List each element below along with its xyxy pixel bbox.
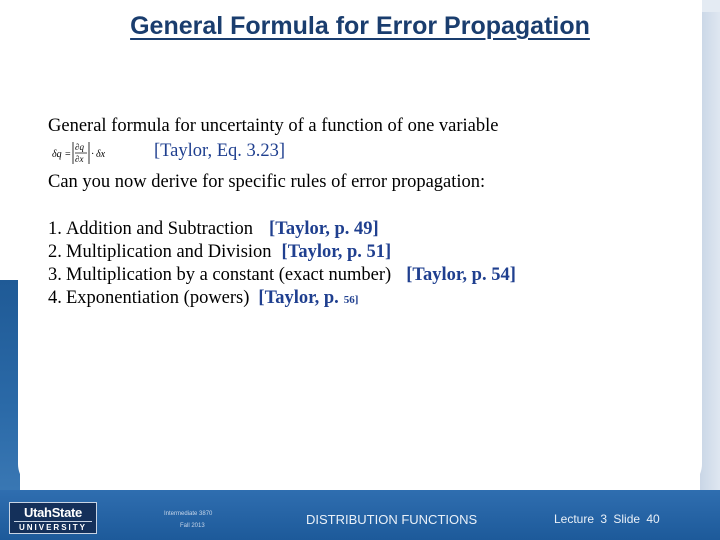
list-item [48, 242, 516, 265]
slide-title: General Formula for Error Propagation [130, 12, 590, 40]
rules-list [48, 219, 516, 311]
footer-title: DISTRIBUTION FUNCTIONS [306, 512, 478, 527]
svg-text:δx: δx [96, 149, 106, 160]
term-label: Fall 2013 [180, 523, 205, 529]
svg-text:∂q: ∂q [75, 142, 84, 152]
rule-text: Multiplication by a constant (exact number) [66, 265, 392, 285]
svg-text:=: = [65, 149, 71, 160]
error-formula-image [52, 138, 114, 168]
course-label: Intermediate 3870 [164, 511, 213, 517]
rule-reference: [Taylor, p. 49] [269, 219, 379, 239]
rule-text: Addition and Subtraction [66, 219, 254, 239]
rule-reference: [Taylor, p. 54] [406, 265, 516, 285]
right-background-band [700, 0, 720, 540]
university-logo [9, 502, 97, 534]
rule-reference-page: 56] [343, 294, 359, 306]
intro-text: General formula for uncertainty of a function of one variable [48, 116, 499, 136]
rule-reference: [Taylor, p. [258, 288, 339, 308]
logo-wordmark: UtahState [24, 505, 82, 520]
question-text: Can you now derive for specific rules of error propagation: [48, 172, 486, 192]
rule-number: 2. [48, 242, 62, 262]
rule-number: 3. [48, 265, 62, 285]
rule-reference: [Taylor, p. 51] [281, 242, 392, 262]
list-item [48, 219, 516, 242]
left-accent-band [0, 280, 20, 495]
rule-text: Multiplication and Division [66, 242, 272, 262]
rule-number: 4. [48, 288, 62, 308]
lecture-slide-number: Lecture 3 Slide 40 [554, 512, 660, 526]
error-formula [52, 138, 114, 168]
list-item [48, 288, 516, 311]
logo-subtext: UNIVERSITY [14, 521, 92, 533]
list-item [48, 265, 516, 288]
svg-text:·: · [91, 149, 95, 160]
rule-text: Exponentiation (powers) [66, 288, 250, 308]
rule-number: 1. [48, 219, 62, 239]
svg-text:δq: δq [52, 149, 62, 160]
formula-reference: [Taylor, Eq. 3.23] [154, 141, 286, 161]
svg-text:∂x: ∂x [75, 154, 84, 164]
